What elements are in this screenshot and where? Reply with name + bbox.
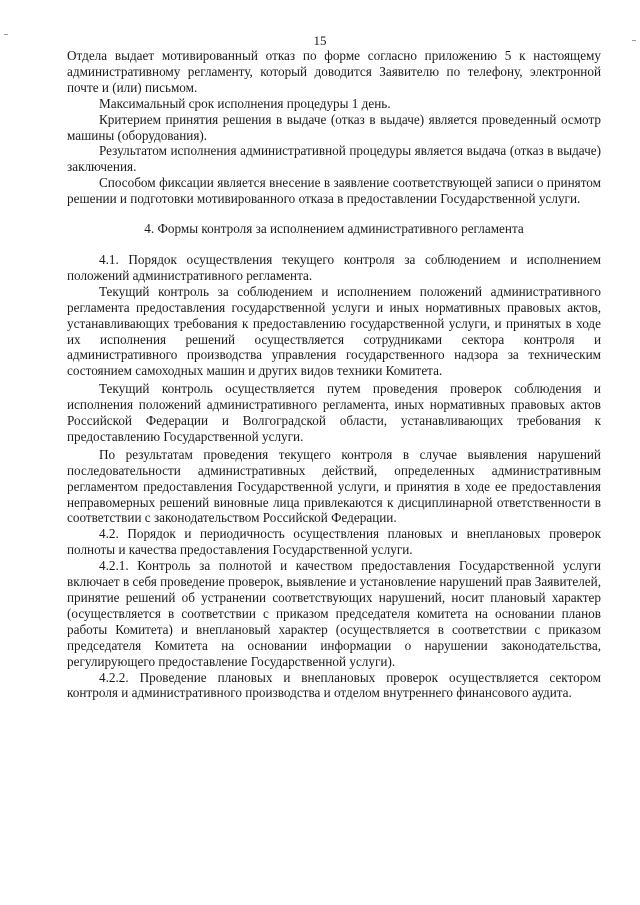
page-number: 15 (313, 33, 327, 48)
paragraph-4-2: 4.2. Порядок и периодичность осуществления плановых и внеплановых проверок полноты и качества предоставления Государственной услуги. (67, 526, 601, 558)
paragraph-4-2-1: 4.2.1. Контроль за полнотой и качеством предоставления Государственной услуги включает в себя проведение проверок, выявление и установление нарушений прав Заявителей, принятие решений об устранении соответствующих нарушений, носит плановый характер (осуществляется в соответствии с приказом председателя комитета на основании планов работы Комитета) и внеплановый характер (осуществляется в соответствии с приказом председателя Комитета на основании информации о нарушении законодательства, регулирующего предоставление Государственной услуги). (67, 558, 601, 669)
paragraph-current-control: Текущий контроль за соблюдением и исполнением положений административного регламента предоставления государственной услуги и иных нормативных правовых актов, устанавливающих требования к предоставлению государственной услуги, и принятых в ходе их исполнения решений осуществляется сотрудниками сектора контроля и административного производства управления государственного надзора за техническим состоянием самоходных машин и других видов техники Комитета. (67, 283, 601, 379)
paragraph-control-method: Текущий контроль осуществляется путем проведения проверок соблюдения и исполнения положений административного регламента, иных нормативных правовых актов Российской Федерации и Волгоградской области, устанавливающих требования к предоставлению Государственной услуги. (67, 381, 601, 444)
paragraph-control-results: По результатам проведения текущего контроля в случае выявления нарушений последовательности административных действий, определенных административным регламентом предоставления Государственной услуги, и принятия в ходе ее предоставления неправомерных решений виновные лица привлекаются к дисциплинарной ответственности в соответствии с законодательством Российской Федерации. (67, 446, 601, 526)
paragraph-fixation-method: Способом фиксации является внесение в заявление соответствующей записи о принятом решении и подготовки мотивированного отказа в предоставлении Государственной услуги. (67, 175, 601, 207)
paragraph-procedure-result: Результатом исполнения административной процедуры является выдача (отказ в выдаче) заключения. (67, 143, 601, 175)
paragraph-max-duration: Максимальный срок исполнения процедуры 1 день. (99, 95, 391, 111)
paragraph-decision-criterion: Критерием принятия решения в выдаче (отказ в выдаче) является проведенный осмотр машины (оборудования). (67, 111, 601, 143)
document-body (67, 48, 601, 701)
paragraph-4-1: 4.1. Порядок осуществления текущего контроля за соблюдением и исполнением положений административного регламента. (67, 251, 601, 283)
paragraph-4-2-2: 4.2.2. Проведение плановых и внеплановых проверок осуществляется сектором контроля и административного производства и отделом внутреннего финансового аудита. (67, 669, 601, 701)
section-heading: 4. Формы контроля за исполнением административного регламента (144, 221, 524, 237)
paragraph-continued: Отдела выдает мотивированный отказ по форме согласно приложению 5 к настоящему административному регламенту, который доводится Заявителю по телефону, электронной почте и (или) письмом. (67, 48, 601, 95)
